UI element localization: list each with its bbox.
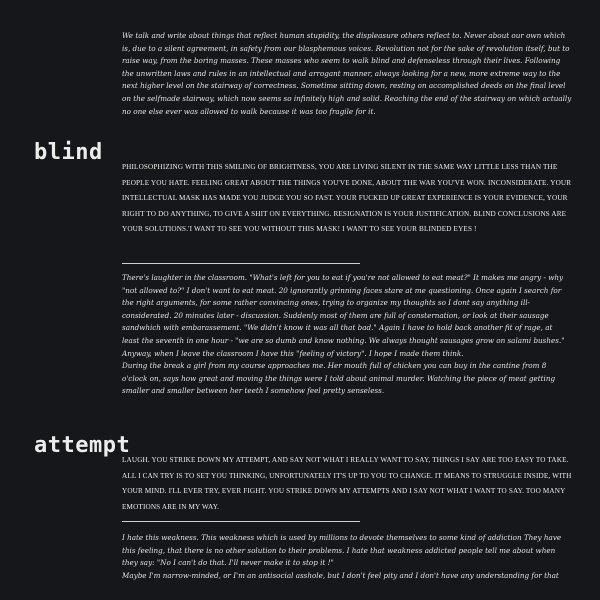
weakness-intro-block — [122, 532, 572, 600]
blind-lyrics-text: PHILOSOPHIZING WITH THIS SMILING OF BRIGHTNESS, YOU ARE LIVING SILENT IN THE SAME WAY LITTLE LESS THAN THE PEOPLE YOU HATE. FEELING GREAT ABOUT THE THINGS YOU'VE DONE, ABOUT THE WAR YOU'VE WON. INCONSIDERATE. YOUR INTELLECTUAL MASK HAS MADE YOU JUDGE YOU SO FAST. YOUR FUCKED UP GREAT EXPERIENCE IS YOUR EVIDENCE, YOUR RIGHT TO DO ANYTHING, TO GIVE A SHIT ON EVERYTHING. RESIGNATION IS YOUR JUSTIFICATION. BLIND CONCLUSIONS ARE YOUR SOLUTIONS.'I WANT TO SEE YOU WITHOUT THIS MASK! I WANT TO SEE YOUR BLINDED EYES ! — [122, 163, 572, 233]
heading-attempt: attempt — [34, 433, 131, 458]
blind-intro-text: We talk and write about things that reflect human stupidity, the displeasure others reflect to. Never about our own which is, due to a silent agreement, in safety from our blasphemous voices. Revolution not for the sake of revolution itself, but to raise way, from the boring masses. These masses who seem to walk blind and defenseless through their lives. Following the unwritten laws and rules in an intellectual and arrogant manner, always looking for a new, more extreme way to the next higher level on the stairway of correctness. Sometime sitting down, resting on accomplished deeds on the final level on the selfmade stairway, which now seems so infinitely high and solid. Reaching the end of the stairway on which actually no one else ever was allowed to walk because it was too fragile for it. — [122, 31, 572, 116]
attempt-lyrics-block — [122, 453, 572, 515]
attempt-intro-block — [122, 272, 572, 398]
divider-rule — [122, 521, 360, 522]
attempt-intro-text-2: During the break a girl from my course approaches me. Her mouth full of chicken you can buy in the cantine from 8 o'clock on, says how great and moving the things were I told about animal murder. Watching the piece of meat getting smaller and smaller between her teeth I somehow feel pretty senseless. — [122, 361, 556, 396]
heading-blind: blind — [34, 140, 103, 165]
attempt-intro-text: There's laughter in the classroom. "What's left for you to eat if you're not allowed to eat meat?" It makes me angry - why "not allowed to?" I don't want to eat meat. 20 ignorantly grinning faces stare at me questioning. Once again I search for the right arguments, for some rather convincing ones, trying to organize my thoughts so I dont say anything ill-considerated. 20 minutes later - discussion. Suddenly most of them are full of consternation, or look at their sausage sandwhich with embarassement. "We didn't know it was all that bad." Again I have to hold back another fit of rage, at least the seventh in one hour - "we are so dumb and know nothing. We always thought sausages grow on salami bushes." Anyway, when I leave the classroom I have this "feeling of victory". I hope I made them think. — [122, 273, 565, 358]
divider-rule — [122, 263, 360, 264]
weakness-intro-text: I hate this weakness. This weakness which is used by millions to devote themselves to some kind of addiction They have this feeling, that there is no other solution to their problems. I hate that weakness addicted people tell me about when they say: "No I can't do that. I'll never make it to stop it !" — [122, 533, 562, 568]
blind-lyrics-block — [122, 160, 572, 238]
attempt-lyrics-text: LAUGH. YOU STRIKE DOWN MY ATTEMPT, AND SAY NOT WHAT I REALLY WANT TO SAY, THINGS I SAY ARE TOO EASY TO TAKE. ALL I CAN TRY IS TO SET YOU THINKING, UNFORTUNATELY IT'S UP TO YOU TO CHANGE. IT MEANS TO STRUGGLE INSIDE, WITH YOUR MIND. I'LL EVER TRY, EVER FIGHT. YOU STRIKE DOWN MY ATTEMPTS AND I SAY NOT WHAT I WANT TO SAY. TOO MANY EMOTIONS ARE IN MY WAY. — [122, 456, 572, 511]
weakness-intro-text-2: Maybe I'm narrow-minded, or I'm an antisocial asshole, but I don't feel pity and I don't have any understanding for that — [122, 570, 559, 580]
blind-intro-block — [122, 30, 572, 118]
